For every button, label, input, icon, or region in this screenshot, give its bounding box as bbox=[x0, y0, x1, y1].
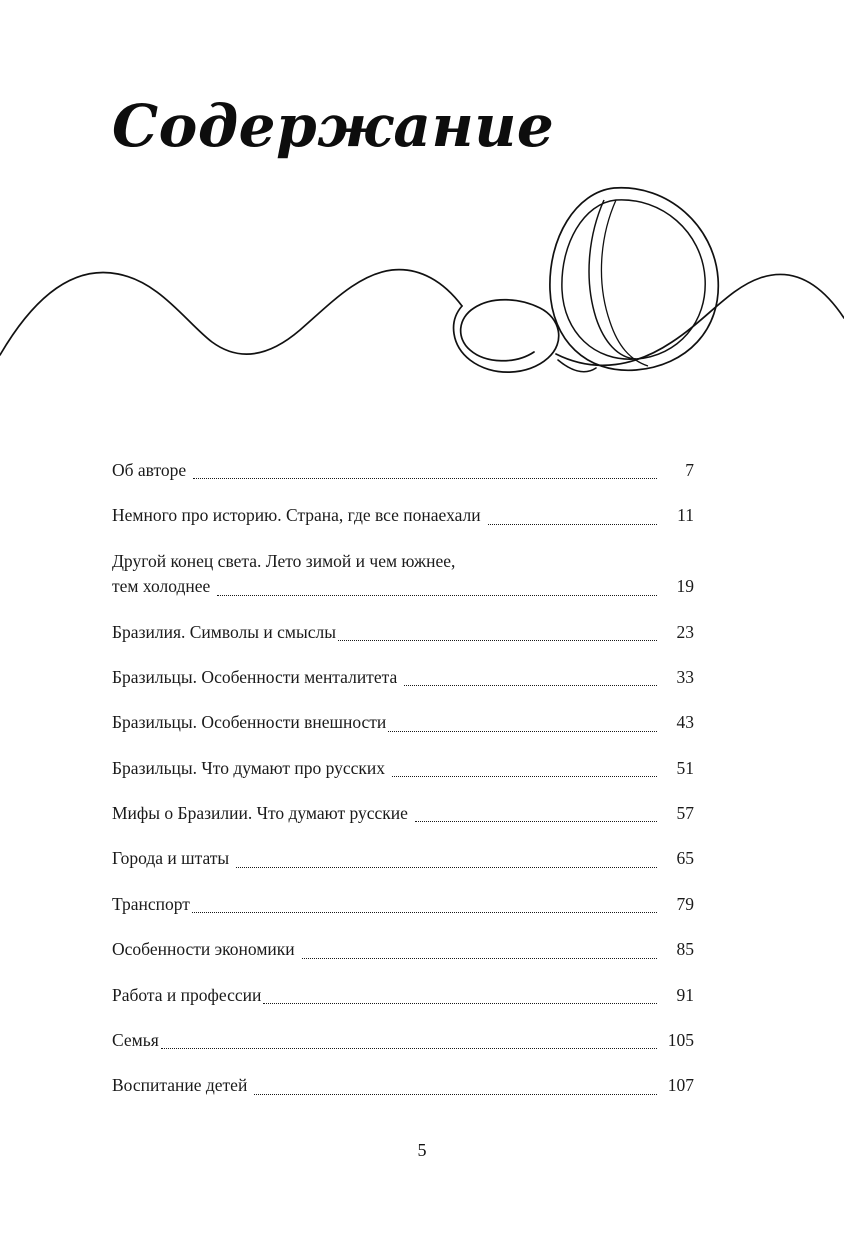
leader-dots bbox=[404, 685, 657, 686]
list-item[interactable] bbox=[112, 710, 694, 735]
toc-entry-page: 65 bbox=[676, 848, 694, 869]
toc-entry-label: Транспорт bbox=[112, 893, 190, 914]
toc-entry-page: 85 bbox=[676, 939, 694, 960]
leader-dots bbox=[193, 478, 657, 479]
toc-entry-label: Об авторе bbox=[112, 460, 187, 480]
toc-entry-page: 79 bbox=[676, 893, 694, 914]
page-title: Содержание bbox=[112, 92, 555, 160]
leader-dots bbox=[388, 731, 657, 732]
toc-entry-page: 23 bbox=[676, 621, 694, 642]
list-item[interactable] bbox=[112, 503, 694, 528]
toc-entry-label: Семья bbox=[112, 1029, 159, 1050]
toc-entry-page: 91 bbox=[676, 984, 694, 1005]
toc-entry-page: 105 bbox=[667, 1029, 694, 1050]
toc-entry-label: Бразильцы. Особенности внешности bbox=[112, 712, 387, 733]
leader-dots bbox=[254, 1094, 657, 1095]
toc-entry-label: Бразильцы. Что думают про русских bbox=[112, 757, 386, 778]
toc-entry-page: 7 bbox=[685, 460, 694, 480]
coffee-bean-decoration bbox=[0, 170, 844, 400]
toc-entry-label-line2: тем холоднее bbox=[112, 576, 211, 597]
toc-entry-label: Мифы о Бразилии. Что думают русские bbox=[112, 803, 408, 823]
leader-dots bbox=[488, 524, 657, 525]
list-item[interactable] bbox=[112, 549, 694, 600]
toc-entry-label: Немного про историю. Страна, где все понаехали bbox=[112, 505, 481, 526]
page-number: 5 bbox=[417, 1140, 427, 1160]
toc-entry-page: 33 bbox=[676, 666, 694, 687]
leader-dots bbox=[192, 912, 657, 913]
list-item[interactable] bbox=[112, 937, 694, 962]
toc-entry-page: 57 bbox=[676, 803, 694, 823]
list-item[interactable] bbox=[112, 620, 694, 645]
toc-entry-label: Бразильцы. Особенности менталитета bbox=[112, 666, 398, 687]
toc-entry-page: 43 bbox=[676, 712, 694, 733]
leader-dots bbox=[217, 595, 657, 596]
list-item[interactable] bbox=[112, 892, 694, 917]
leader-dots bbox=[338, 640, 657, 641]
list-item[interactable] bbox=[112, 665, 694, 690]
table-of-contents bbox=[112, 458, 694, 1119]
leader-dots bbox=[392, 776, 657, 777]
toc-entry-label: Особенности экономики bbox=[112, 939, 295, 960]
toc-entry-label-line1: Другой конец света. Лето зимой и чем южнее, bbox=[112, 550, 456, 571]
toc-entry-page: 51 bbox=[676, 757, 694, 778]
leader-dots bbox=[263, 1003, 657, 1004]
leader-dots bbox=[302, 958, 657, 959]
toc-entry-page: 11 bbox=[677, 505, 694, 526]
leader-dots bbox=[236, 867, 657, 868]
toc-entry-page: 19 bbox=[676, 576, 694, 597]
toc-entry-label: Бразилия. Символы и смыслы bbox=[112, 621, 336, 642]
list-item[interactable] bbox=[112, 1028, 694, 1053]
list-item[interactable] bbox=[112, 756, 694, 781]
list-item[interactable] bbox=[112, 1073, 694, 1098]
coffee-bean-icon bbox=[0, 170, 844, 400]
leader-dots bbox=[415, 821, 657, 822]
toc-entry-page: 107 bbox=[667, 1075, 694, 1096]
list-item[interactable] bbox=[112, 458, 694, 483]
toc-entry-label: Работа и профессии bbox=[112, 984, 262, 1005]
list-item[interactable] bbox=[112, 983, 694, 1008]
leader-dots bbox=[161, 1048, 657, 1049]
toc-entry-label: Воспитание детей bbox=[112, 1075, 248, 1096]
list-item[interactable] bbox=[112, 801, 694, 826]
list-item[interactable] bbox=[112, 846, 694, 871]
toc-entry-label: Города и штаты bbox=[112, 848, 230, 869]
